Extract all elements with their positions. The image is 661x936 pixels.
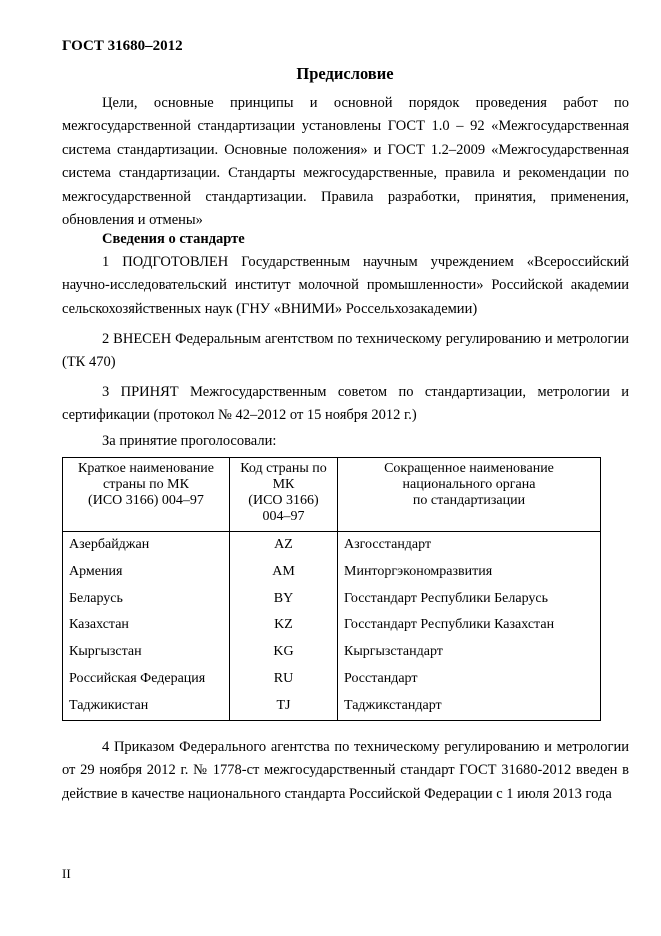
intro-paragraph: Цели, основные принципы и основной порядок проведения работ по межгосударственной стандартизации установлены ГОСТ 1.0 – 92 «Межгосударственная система стандартизации. Основные положения» и ГОСТ 1.2–2009 «Межгосударственная система стандартизации. Стандарты межгосударственные, правила и рекомендации по межгосударственной стандартизации. Правила разработки, принятия, применения, обновления и отмены» — [62, 94, 629, 228]
header-line: страны по МК — [103, 477, 189, 492]
header-country-code — [230, 458, 338, 532]
body-cell: Госстандарт Республики Беларусь — [338, 586, 601, 613]
code-cell: KG — [230, 639, 338, 666]
header-line: национального органа — [402, 477, 536, 492]
country-cell: Кыргызстан — [63, 639, 230, 666]
code-cell: AM — [230, 559, 338, 586]
body-cell: Таджикстандарт — [338, 693, 601, 720]
voted-label: За принятие проголосовали: — [102, 433, 277, 449]
table-row — [63, 666, 601, 693]
item-4-paragraph: 4 Приказом Федерального агентства по техническому регулированию и метрологии от 29 ноября 2012 г. № 1778-ст межгосударственный стандарт ГОСТ 31680-2012 введен в действие в качестве национального стандарта Российской Федерации с 1 июля 2013 года — [62, 738, 629, 802]
body-cell: Азгосстандарт — [338, 532, 601, 559]
code-cell: RU — [230, 666, 338, 693]
standard-info-heading: Сведения о стандарте — [102, 231, 245, 247]
page-number: II — [62, 866, 71, 881]
header-line: Код страны по — [240, 461, 327, 476]
table-row — [63, 559, 601, 586]
country-cell: Казахстан — [63, 612, 230, 639]
body-cell: Минторгэкономразвития — [338, 559, 601, 586]
body-cell: Кыргызстандарт — [338, 639, 601, 666]
header-country-name — [63, 458, 230, 532]
header-line: 004–97 — [262, 509, 305, 524]
code-cell: TJ — [230, 693, 338, 720]
document-header: ГОСТ 31680–2012 — [62, 38, 183, 54]
table-row — [63, 639, 601, 666]
item-2-paragraph: 2 ВНЕСЕН Федеральным агентством по техническому регулированию и метрологии (ТК 470) — [62, 330, 629, 370]
table-row — [63, 586, 601, 613]
header-line: Краткое наименование — [78, 461, 214, 476]
header-line: (ИСО 3166) — [248, 493, 319, 508]
country-cell: Таджикистан — [63, 693, 230, 720]
page-title: Предисловие — [296, 64, 394, 83]
header-national-body — [338, 458, 601, 532]
code-cell: BY — [230, 586, 338, 613]
code-cell: KZ — [230, 612, 338, 639]
country-cell: Российская Федерация — [63, 666, 230, 693]
table-row — [63, 532, 601, 559]
country-cell: Беларусь — [63, 586, 230, 613]
header-line: МК — [272, 477, 295, 492]
header-line: по стандартизации — [412, 493, 526, 508]
table-row — [63, 612, 601, 639]
body-cell: Росстандарт — [338, 666, 601, 693]
item-3-paragraph: 3 ПРИНЯТ Межгосударственным советом по стандартизации, метрологии и сертификации (протокол № 42–2012 от 15 ноября 2012 г.) — [62, 383, 629, 423]
country-cell: Азербайджан — [63, 532, 230, 559]
code-cell: AZ — [230, 532, 338, 559]
table-header-row — [63, 458, 601, 532]
header-line: (ИСО 3166) 004–97 — [88, 493, 204, 508]
voting-table — [62, 457, 601, 721]
header-line: Сокращенное наименование — [384, 461, 554, 476]
table-row — [63, 693, 601, 720]
country-cell: Армения — [63, 559, 230, 586]
body-cell: Госстандарт Республики Казахстан — [338, 612, 601, 639]
item-1-paragraph: 1 ПОДГОТОВЛЕН Государственным научным учреждением «Всероссийский научно-исследовательский институт молочной промышленности» Российской академии сельскохозяйственных наук (ГНУ «ВНИМИ» Россельхозакадемии) — [62, 253, 629, 317]
